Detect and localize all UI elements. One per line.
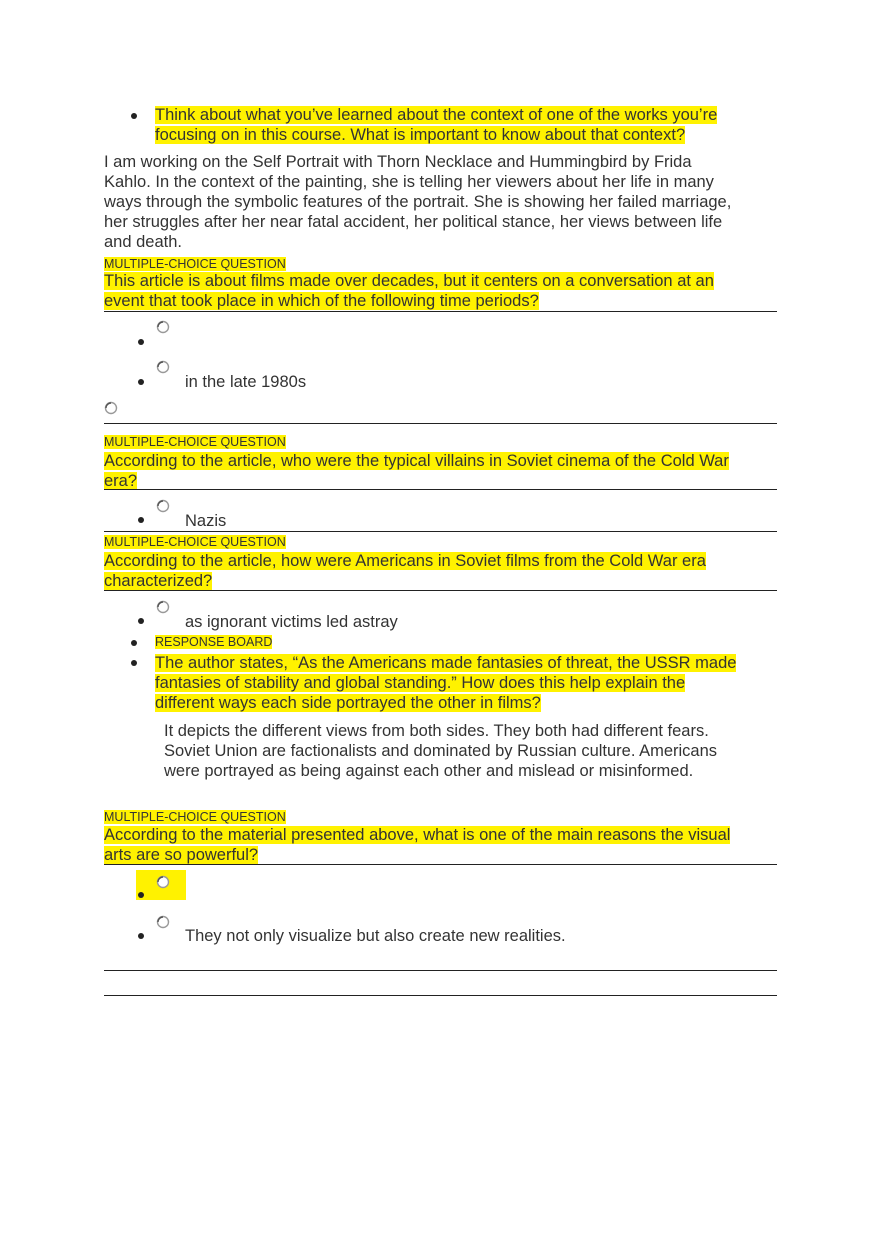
bullet xyxy=(138,517,144,523)
response-board-prompt xyxy=(155,653,736,713)
intro-answer-line: I am working on the Self Portrait with Thorn Necklace and Hummingbird by Frida xyxy=(104,153,692,171)
bullet xyxy=(131,660,137,666)
divider xyxy=(104,311,777,312)
q2-type-label: MULTIPLE-CHOICE QUESTION xyxy=(104,435,286,449)
q2-line1: According to the article, who were the typical villains in Soviet cinema of the Cold War xyxy=(104,452,729,470)
q2-option-1[interactable]: Nazis xyxy=(185,512,227,530)
intro-answer xyxy=(104,152,731,252)
radio-icon[interactable] xyxy=(104,401,118,415)
radio-icon[interactable] xyxy=(156,320,170,334)
q3-option-1[interactable]: as ignorant victims led astray xyxy=(185,613,398,631)
rb-prompt-line3: different ways each side portrayed the other in films? xyxy=(155,694,541,712)
bullet xyxy=(138,618,144,624)
q4-question xyxy=(104,825,730,865)
bullet xyxy=(138,933,144,939)
radio-icon[interactable] xyxy=(156,600,170,614)
rb-prompt-line1: The author states, “As the Americans made fantasies of threat, the USSR made xyxy=(155,654,737,672)
q4-type-label: MULTIPLE-CHOICE QUESTION xyxy=(104,810,286,824)
q4-option-2[interactable]: They not only visualize but also create new realities. xyxy=(185,927,566,945)
intro-answer-line: ways through the symbolic features of the portrait. She is showing her failed marriage, xyxy=(104,193,732,211)
q2-line2: era? xyxy=(104,472,138,490)
divider xyxy=(104,970,777,971)
q3-line1: According to the article, how were Americans in Soviet films from the Cold War era xyxy=(104,552,706,570)
radio-icon[interactable] xyxy=(156,360,170,374)
bullet xyxy=(131,113,137,119)
q3-line2: characterized? xyxy=(104,572,213,590)
bullet xyxy=(138,339,144,345)
q1-line2: event that took place in which of the following time periods? xyxy=(104,292,539,310)
bullet xyxy=(131,640,137,646)
radio-icon[interactable] xyxy=(156,499,170,513)
q4-line1: According to the material presented above, what is one of the main reasons the visual xyxy=(104,826,731,844)
q1-question xyxy=(104,271,714,311)
q4-line2: arts are so powerful? xyxy=(104,846,259,864)
radio-icon[interactable] xyxy=(156,875,170,889)
rb-prompt-line2: fantasies of stability and global standing.” How does this help explain the xyxy=(155,674,686,692)
intro-answer-line: and death. xyxy=(104,233,182,251)
q3-question xyxy=(104,551,706,591)
rb-answer-line: It depicts the different views from both sides. They both had different fears. xyxy=(164,722,709,740)
rb-answer-line: were portrayed as being against each other and mislead or misinformed. xyxy=(164,762,694,780)
bullet xyxy=(138,379,144,385)
response-board-label: RESPONSE BOARD xyxy=(155,635,273,649)
intro-answer-line: Kahlo. In the context of the painting, she is telling her viewers about her life in many xyxy=(104,173,714,191)
divider xyxy=(104,531,777,532)
rb-answer-line: Soviet Union are factionalists and dominated by Russian culture. Americans xyxy=(164,742,718,760)
intro-prompt-line1: Think about what you’ve learned about the context of one of the works you’re xyxy=(155,106,718,124)
radio-icon[interactable] xyxy=(156,915,170,929)
bullet xyxy=(138,892,144,898)
intro-prompt-line2: focusing on in this course. What is important to know about that context? xyxy=(155,126,686,144)
divider xyxy=(104,590,777,591)
divider xyxy=(104,995,777,996)
q1-option-2[interactable]: in the late 1980s xyxy=(185,373,307,391)
q3-type-label: MULTIPLE-CHOICE QUESTION xyxy=(104,535,286,549)
response-board-answer xyxy=(164,721,717,781)
intro-prompt xyxy=(155,105,717,145)
divider xyxy=(104,423,777,424)
q2-question xyxy=(104,451,729,491)
q1-type-label: MULTIPLE-CHOICE QUESTION xyxy=(104,257,286,271)
divider xyxy=(104,864,777,865)
q1-line1: This article is about films made over decades, but it centers on a conversation at an xyxy=(104,272,714,290)
intro-answer-line: her struggles after her near fatal accident, her political stance, her views between life xyxy=(104,213,723,231)
divider xyxy=(104,489,777,490)
